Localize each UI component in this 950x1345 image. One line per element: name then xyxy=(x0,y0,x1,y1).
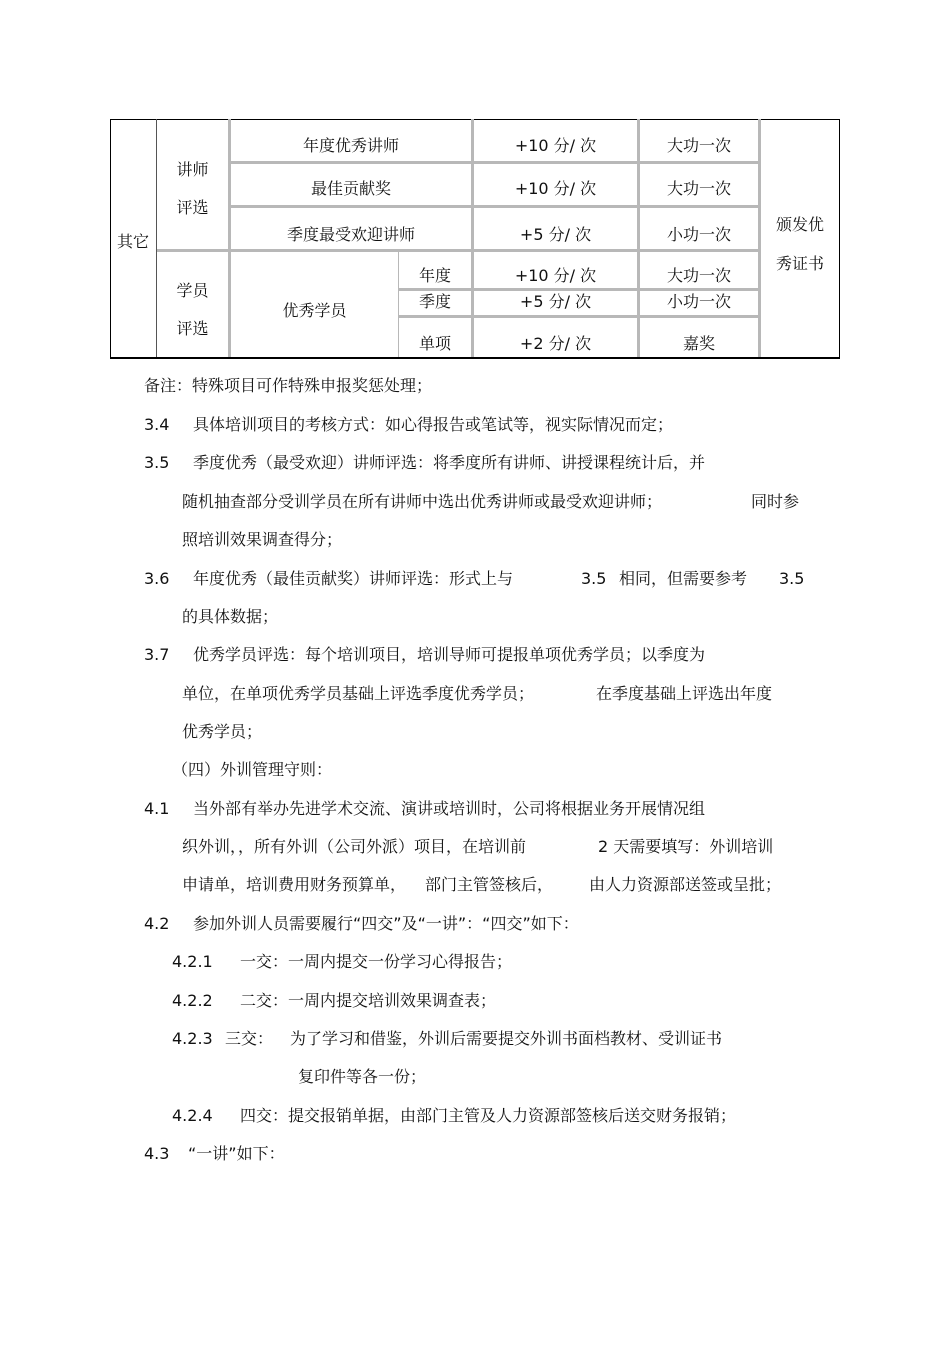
lecturer-award: 小功一次 xyxy=(666,225,731,244)
section-4-2-3-line1: 为了学习和借鉴，外训后需要提交外训书面档教材、受训证书 xyxy=(290,1029,723,1048)
lecturer-award: 大功一次 xyxy=(666,179,731,198)
student-period: 单项 xyxy=(418,334,451,353)
lecturer-item: 季度最受欢迎讲师 xyxy=(286,225,415,244)
section-4-3-text: “一讲”如下： xyxy=(188,1144,285,1163)
student-item: 优秀学员 xyxy=(282,301,347,320)
section-number: 3.7 xyxy=(144,645,170,664)
section-3-6-line1c: 相同，但需要参考 xyxy=(619,569,748,588)
section-number: 4.1 xyxy=(144,799,170,818)
lecturer-points: +10 分/ 次 xyxy=(514,136,597,155)
section-number: 4.2.2 xyxy=(172,991,213,1010)
lecturer-item: 年度优秀讲师 xyxy=(302,136,399,155)
section-3-5-line2b: 同时参 xyxy=(751,492,800,511)
section-4-2-3-label: 三交： xyxy=(225,1029,274,1048)
category-other: 其它 xyxy=(116,232,149,251)
section-number: 3.4 xyxy=(144,415,170,434)
section-number: 3.5 xyxy=(144,453,170,472)
student-group-line1: 学员 xyxy=(176,281,209,300)
certificate-line2: 秀证书 xyxy=(775,254,824,273)
lecturer-group-line1: 讲师 xyxy=(176,160,209,179)
section-4-2-3-line2: 复印件等各一份； xyxy=(298,1067,427,1086)
section-3-6-ref: 3.5 xyxy=(779,569,805,588)
section-3-6-line1a: 年度优秀（最佳贡献奖）讲师评选：形式上与 xyxy=(193,569,514,588)
section-3-6-ref: 3.5 xyxy=(581,569,607,588)
section-3-4-text: 具体培训项目的考核方式：如心得报告或笔试等，视实际情况而定； xyxy=(193,415,674,434)
section-4-1-line3b: 部门主管签核后， xyxy=(425,875,554,894)
lecturer-points: +10 分/ 次 xyxy=(514,179,597,198)
section-4-2-1-text: 一交：一周内提交一份学习心得报告； xyxy=(240,952,513,971)
section-3-5-line1: 季度优秀（最受欢迎）讲师评选：将季度所有讲师、讲授课程统计后，并 xyxy=(193,453,706,472)
section-number: 4.2.4 xyxy=(172,1106,213,1125)
lecturer-points: +5 分/ 次 xyxy=(519,225,592,244)
section-4-1-line2a: 织外训，，所有外训（公司外派）项目，在培训前 xyxy=(182,837,527,856)
certificate-line1: 颁发优 xyxy=(775,215,824,234)
section-3-7-line2a: 单位，在单项优秀学员基础上评选季度优秀学员； xyxy=(182,684,535,703)
section-number: 4.3 xyxy=(144,1144,170,1163)
section-4-2-text: 参加外训人员需要履行“四交”及“一讲”：“四交”如下： xyxy=(193,914,579,933)
section-number: 3.6 xyxy=(144,569,170,588)
section-4-1-line2b: 2 天需要填写：外训培训 xyxy=(598,837,774,856)
section-4-1-line3a: 申请单，培训费用财务预算单， xyxy=(182,875,407,894)
note-text: 备注：特殊项目可作特殊申报奖惩处理； xyxy=(144,376,433,395)
section-4-1-line1: 当外部有举办先进学术交流、演讲或培训时，公司将根据业务开展情况组 xyxy=(193,799,706,818)
section-3-5-line3: 照培训效果调查得分； xyxy=(182,530,343,549)
section-number: 4.2.3 xyxy=(172,1029,213,1048)
section-number: 4.2.1 xyxy=(172,952,213,971)
lecturer-award: 大功一次 xyxy=(666,136,731,155)
lecturer-group-line2: 评选 xyxy=(176,198,209,217)
student-points: +5 分/ 次 xyxy=(519,292,592,311)
section-3-6-line2: 的具体数据； xyxy=(182,607,279,626)
student-award: 小功一次 xyxy=(666,292,731,311)
student-group-line2: 评选 xyxy=(176,319,209,338)
reward-table xyxy=(110,119,840,359)
section-3-7-line1: 优秀学员评选：每个培训项目，培训导师可提报单项优秀学员；以季度为 xyxy=(193,645,706,664)
student-period: 季度 xyxy=(418,292,451,311)
section-3-5-line2a: 随机抽查部分受训学员在所有讲师中选出优秀讲师或最受欢迎讲师； xyxy=(182,492,663,511)
section-4-2-4-text: 四交：提交报销单据，由部门主管及人力资源部签核后送交财务报销； xyxy=(240,1106,737,1125)
student-award: 大功一次 xyxy=(666,266,731,285)
student-award: 嘉奖 xyxy=(682,334,715,353)
lecturer-item: 最佳贡献奖 xyxy=(310,179,391,198)
section-4-2-2-text: 二交：一周内提交培训效果调查表； xyxy=(240,991,497,1010)
student-points: +10 分/ 次 xyxy=(514,266,597,285)
student-period: 年度 xyxy=(418,266,451,285)
section-3-7-line3: 优秀学员； xyxy=(182,722,263,741)
student-points: +2 分/ 次 xyxy=(519,334,592,353)
section-3-7-line2b: 在季度基础上评选出年度 xyxy=(596,684,773,703)
section-number: 4.2 xyxy=(144,914,170,933)
section-4-1-line3c: 由人力资源部送签或呈批； xyxy=(589,875,782,894)
part-4-heading: （四）外训管理守则： xyxy=(172,760,333,779)
